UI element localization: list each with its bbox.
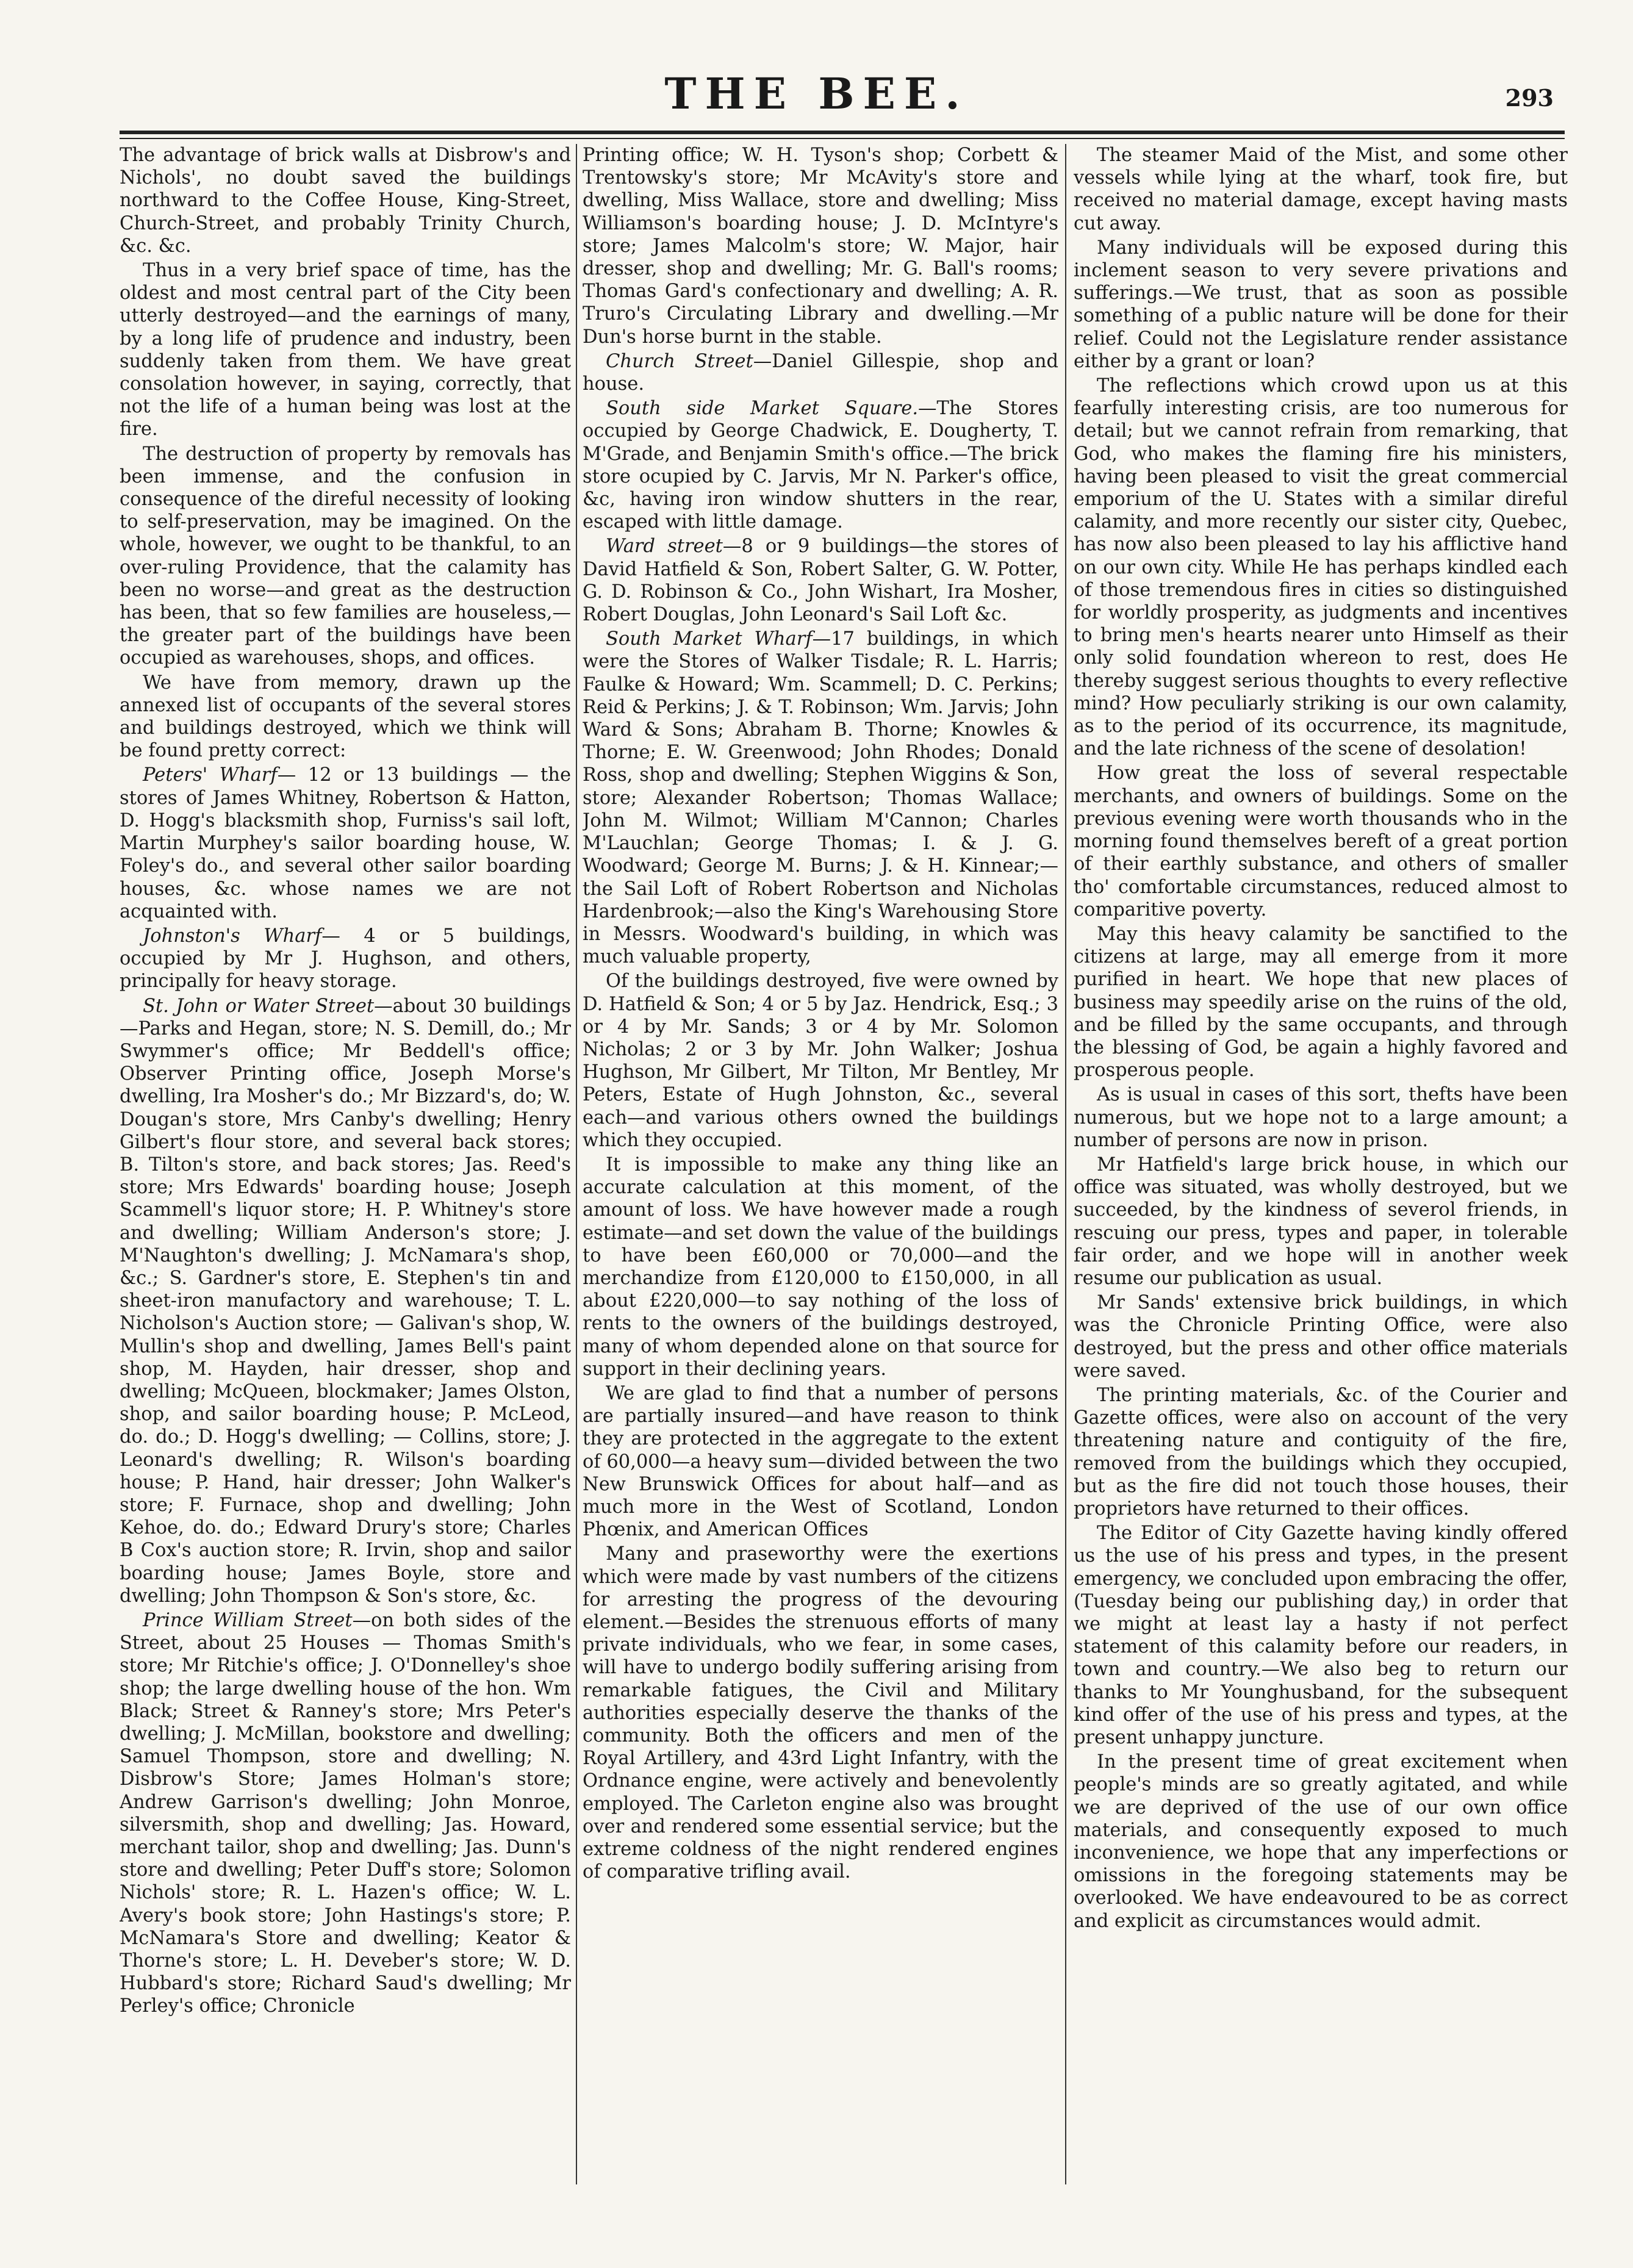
article-paragraph bbox=[1074, 762, 1568, 920]
paragraph-text: Of the buildings destroyed, five were owned by D. Hatfield & Son; 4 or 5 by Jaz. Hendrick, Esq.; 3 or 4 by Mr. Sands; 3 or 4 by Mr. Solomon Nicholas; 2 or 3 by Mr. John Walker; Joshua Hughson, Mr Gilbert, Mr Tilton, Mr Bentley, Mr Peters, Estate of Hugh Johnston, &c., several each—and various others owned the buildings which they occupied. bbox=[583, 971, 1058, 1151]
article-paragraph bbox=[120, 259, 571, 441]
article-paragraph bbox=[583, 397, 1058, 533]
column-1 bbox=[120, 144, 571, 2212]
paragraph-text: —17 buildings, in which were the Stores of Walker Tisdale; R. L. Harris; Faulke & Howard; Wm. Scammell; D. C. Perkins; Reid & Perkins; J. & T. Robinson; Wm. Jarvis; John Ward & Sons; Abraham B. Thorne; Knowles & Thorne; E. W. Greenwood; John Rhodes; Donald Ross, shop and dwelling; Stephen Wiggins & Son, store; Alexander Robertson; Thomas Wallace; John M. Wilmot; William M'Cannon; Charles M'Lauchlan; George Thomas; I. & J. G. Woodward; George M. Burns; J. & H. Kinnear;—the Sail Loft of Robert Robertson and Nicholas Hardenbrook;—also the King's Warehousing Store in Messrs. Woodward's building, in which was much valuable property, bbox=[583, 628, 1058, 968]
paragraph-lead: Peters' Wharf bbox=[143, 764, 278, 786]
article-paragraph bbox=[1074, 1154, 1568, 1290]
paragraph-text: It is impossible to make any thing like an accurate calculation at this moment, of the amount of loss. We have however made a rough estimate—and set down the value of the buildings to have been £60,000 or 70,000—and the merchandize from £120,000 to £150,000, in all about £220,000—to say nothing of the loss of rents to the owners of the buildings destroyed, many of whom depended alone on that source for support in their declining years. bbox=[583, 1154, 1058, 1380]
article-paragraph bbox=[583, 1154, 1058, 1380]
column-2 bbox=[583, 144, 1058, 2212]
article-paragraph bbox=[583, 144, 1058, 348]
article-paragraph bbox=[583, 970, 1058, 1152]
article-paragraph bbox=[1074, 1751, 1568, 1932]
paragraph-lead: South side Market Square. bbox=[606, 398, 919, 420]
paragraph-text: Many individuals will be exposed during this inclement season to very severe privations and sufferings.—We trust, that as soon as possible something of a public nature will be done for their relief. Could not the Legislature render assistance either by a grant or loan? bbox=[1074, 237, 1568, 372]
article-paragraph bbox=[583, 535, 1058, 626]
article-paragraph bbox=[120, 672, 571, 763]
article-paragraph bbox=[1074, 144, 1568, 235]
article-paragraph bbox=[1074, 237, 1568, 373]
article-paragraph bbox=[583, 1543, 1058, 1883]
paragraph-text: — 12 or 13 buildings — the stores of James Whitney, Robertson & Hatton, D. Hogg's blacksmith shop, Furniss's sail loft, Martin Murphey's sailor boarding house, W. Foley's do., and several other sailor boarding houses, &c. whose names we are not acquainted with. bbox=[120, 764, 571, 922]
paragraph-lead: Johnston's Wharf bbox=[143, 925, 322, 947]
paragraph-text: We are glad to find that a number of persons are partially insured—and have reason to think they are protected in the aggregate to the extent of 60,000—a heavy sum—divided between the two New Brunswick Offices for about half—and as much more in the West of Scotland, London Phœnix, and American Offices bbox=[583, 1382, 1058, 1541]
paragraph-text: — 4 or 5 buildings, occupied by Mr J. Hughson, and others, principally for heavy storage. bbox=[120, 925, 571, 992]
paragraph-text: Mr Hatfield's large brick house, in which our office was situated, was wholly destroyed, but we succeeded, by the kindness of severol friends, in rescuing our press, types and paper, in tolerable fair order, and we hope will in another week resume our publication as usual. bbox=[1074, 1154, 1568, 1289]
paragraph-text: The advantage of brick walls at Disbrow's and Nichols', no doubt saved the buildings northward to the Coffee House, King-Street, Church-Street, and probably Trinity Church, &c. &c. bbox=[120, 145, 571, 257]
paragraph-text: Mr Sands' extensive brick buildings, in which was the Chronicle Printing Office, were also destroyed, but the press and other office materials were saved. bbox=[1074, 1292, 1568, 1382]
article-paragraph bbox=[1074, 1083, 1568, 1152]
paragraph-lead: Prince William Street bbox=[143, 1610, 353, 1631]
article-paragraph bbox=[120, 764, 571, 922]
paragraph-text: —8 or 9 buildings—the stores of David Hatfield & Son, Robert Salter, G. W. Potter, G. D. Robinson & Co., John Wishart, Ira Mosher, Robert Douglas, John Leonard's Sail Loft &c. bbox=[583, 536, 1058, 626]
paragraph-text: As is usual in cases of this sort, thefts have been numerous, but we hope not to a large amount; a number of persons are now in prison. bbox=[1074, 1084, 1568, 1151]
paragraph-text: The printing materials, &c. of the Courier and Gazette offices, were also on account of the very threatening nature and contiguity of the fire, removed from the buildings which they occupied, but as the fire did not touch those houses, their proprietors have returned to their offices. bbox=[1074, 1384, 1568, 1520]
article-paragraph bbox=[120, 995, 571, 1607]
article-paragraph bbox=[583, 1382, 1058, 1541]
paragraph-text: How great the loss of several respectable merchants, and owners of buildings. Some on the previous evening were worth thousands who in the morning found themselves bereft of a great portion of their earthly substance, and others of smaller tho' comfortable circumstances, reduced almost to comparitive poverty. bbox=[1074, 763, 1568, 920]
paragraph-text: May this heavy calamity be sanctified to the citizens at large, may all emerge from it more purified in heart. We hope that new places of business may speedily arise on the ruins of the old, and be filled by the same occupants, and through the blessing of God, be again a highly favored and prosperous people. bbox=[1074, 923, 1568, 1082]
paragraph-text: Many and praseworthy were the exertions which were made by vast numbers of the citizens for arresting the progress of the devouring element.—Besides the strenuous efforts of many private individuals, who we fear, in some cases, will have to undergo bodily suffering arising from remarkable fatigues, the Civil and Military authorities especially deserve the thanks of the community. Both the officers and men of the Royal Artillery, and 43rd Light Infantry, with the Ordnance engine, were actively and benevolently employed. The Carleton engine also was brought over and rendered some essential service; but the extreme coldness of the night rendered engines of comparative trifling avail. bbox=[583, 1543, 1058, 1883]
paragraph-text: —Daniel Gillespie, shop and house. bbox=[583, 350, 1058, 395]
article-paragraph bbox=[120, 443, 571, 670]
paragraph-text: —The Stores occupied by George Chadwick, E. Dougherty, T. M'Grade, and Benjamin Smith's office.—The brick store ocupied by C. Jarvis, Mr N. Parker's office, &c, having iron window shutters in the rear, escaped with little damage. bbox=[583, 398, 1058, 533]
paragraph-lead: South Market Wharf bbox=[606, 628, 813, 650]
masthead-rule bbox=[120, 131, 1565, 139]
column-3 bbox=[1074, 144, 1568, 2212]
paragraph-text: The Editor of City Gazette having kindly offered us the use of his press and types, in the present emergency, we concluded upon embracing the offer, (Tuesday being our publishing day,) in order that we might at least lay a hasty if not perfect statement of this calamity before our readers, in town and country.—We also beg to return our thanks to Mr Younghusband, for the subsequent kind offer of the use of his press and types, at the present unhappy juncture. bbox=[1074, 1523, 1568, 1749]
article-paragraph bbox=[583, 350, 1058, 395]
column-divider bbox=[576, 144, 577, 2184]
masthead-title: THE BEE. bbox=[664, 68, 969, 119]
paragraph-lead: Church Street bbox=[606, 350, 753, 372]
paragraph-text: —on both sides of the Street, about 25 Houses — Thomas Smith's store; Mr Ritchie's office; J. O'Donnelley's shoe shop; the large dwelling house of the hon. Wm Black; Street & Ranney's store; Mrs Peter's dwelling; J. McMillan, bookstore and dwelling; Samuel Thompson, store and dwelling; N. Disbrow's Store; James Holman's store; Andrew Garrison's dwelling; John Monroe, silversmith, shop and dwelling; Jas. Howard, merchant tailor, shop and dwelling; Jas. Dunn's store and dwelling; Peter Duff's store; Solomon Nichols' store; R. L. Hazen's office; W. L. Avery's book store; John Hastings's store; P. McNamara's Store and dwelling; Keator & Thorne's store; L. H. Deveber's store; W. D. Hubbard's store; Richard Saud's dwelling; Mr Perley's office; Chronicle bbox=[120, 1610, 571, 2017]
column-divider bbox=[1065, 144, 1066, 2184]
paragraph-lead: St. John or Water Street bbox=[143, 995, 375, 1017]
paragraph-text: Thus in a very brief space of time, has the oldest and most central part of the City been utterly destroyed—and the earnings of many, by a long life of prudence and industry, been suddenly taken from them. We have great consolation however, in saying, correctly, that not the life of a human being was lost at the fire. bbox=[120, 260, 571, 440]
article-paragraph bbox=[120, 144, 571, 257]
paragraph-text: Printing office; W. H. Tyson's shop; Corbett & Trentowsky's store; Mr McAvity's store and dwelling, Miss Wallace, store and dwelling; Miss Williamson's boarding house; J. D. McIntyre's store; James Malcolm's store; W. Major, hair dresser, shop and dwelling; Mr. G. Ball's rooms; Thomas Gard's confectionary and dwelling; A. R. Truro's Circulating Library and dwelling.—Mr Dun's horse burnt in the stable. bbox=[583, 145, 1058, 348]
page-number: 293 bbox=[1505, 84, 1554, 112]
paragraph-lead: Ward street bbox=[606, 536, 723, 558]
article-paragraph bbox=[120, 925, 571, 993]
article-paragraph bbox=[1074, 1291, 1568, 1382]
article-paragraph bbox=[1074, 375, 1568, 760]
paragraph-text: We have from memory, drawn up the annexed list of occupants of the several stores and buildings destroyed, which we think will be found pretty correct: bbox=[120, 672, 571, 762]
article-paragraph bbox=[1074, 1384, 1568, 1520]
paragraph-text: The destruction of property by removals has been immense, and the confusion in consequence of the direful necessity of looking to self-preservation, may be imagined. On the whole, however, we ought to be thankful, to an over-ruling Providence, that the calamity has been no worse—and great as the destruction has been, that so few families are houseless,—the greater part of the buildings have been occupied as warehouses, shops, and offices. bbox=[120, 443, 571, 669]
article-paragraph bbox=[1074, 923, 1568, 1082]
paragraph-text: The reflections which crowd upon us at this fearfully interesting crisis, are too numerous for detail; but we cannot refrain from remarking, that God, who makes the flaming fire his ministers, having been pleased to visit the great commercial emporium of the U. States with a similar direful calamity, and more recently our sister city, Quebec, has now also been pleased to lay his afflictive hand on our own city. While He has perhaps kindled each of those tremendous fires in cities so distinguished for worldly prosperity, as judgments and incentives to bring men's hearts nearer unto Himself as their only solid foundation whereon to rest, does He thereby suggest serious thoughts to every reflective mind? How peculiarly striking is our own calamity, as to the period of its occurrence, its magnitude, and the late richness of the scene of desolation! bbox=[1074, 375, 1568, 760]
article-paragraph bbox=[583, 628, 1058, 968]
paragraph-text: The steamer Maid of the Mist, and some other vessels while lying at the wharf, took fire, but received no material damage, except having masts cut away. bbox=[1074, 145, 1568, 234]
paragraph-text: In the present time of great excitement when people's minds are so greatly agitated, and while we are deprived of the use of our own office materials, and consequently exposed to much inconvenience, we hope that any imperfections or omissions in the foregoing statements may be overlooked. We have endeavoured to be as correct and explicit as circumstances would admit. bbox=[1074, 1751, 1568, 1932]
article-paragraph bbox=[1074, 1522, 1568, 1749]
paragraph-text: —about 30 buildings —Parks and Hegan, store; N. S. Demill, do.; Mr Swymmer's office; Mr Beddell's office; Observer Printing office, Joseph Morse's dwelling, Ira Mosher's do.; Mr Bizzard's, do; W. Dougan's store, Mrs Canby's dwelling; Henry Gilbert's flour store, and several back stores; B. Tilton's store, and back stores; Jas. Reed's store; Mrs Edwards' boarding house; Joseph Scammell's liquor store; H. P. Whitney's store and dwelling; William Anderson's store; J. M'Naughton's dwelling; J. McNamara's shop, &c.; S. Gardner's store, E. Stephen's tin and sheet-iron manufactory and warehouse; T. L. Nicholson's Auction store; — Galivan's shop, W. Mullin's shop and dwelling, James Bell's paint shop, M. Hayden, hair dresser, shop and dwelling; McQueen, blockmaker; James Olston, shop, and sailor boarding house; P. McLeod, do. do.; D. Hogg's dwelling; — Collins, store; J. Leonard's dwelling; R. Wilson's boarding house; P. Hand, hair dresser; John Walker's store; F. Furnace, shop and dwelling; John Kehoe, do. do.; Edward Drury's store; Charles B Cox's auction store; R. Irvin, shop and sailor boarding house; James Boyle, store and dwelling; John Thompson & Son's store, &c. bbox=[120, 995, 571, 1607]
article-paragraph bbox=[120, 1609, 571, 2018]
